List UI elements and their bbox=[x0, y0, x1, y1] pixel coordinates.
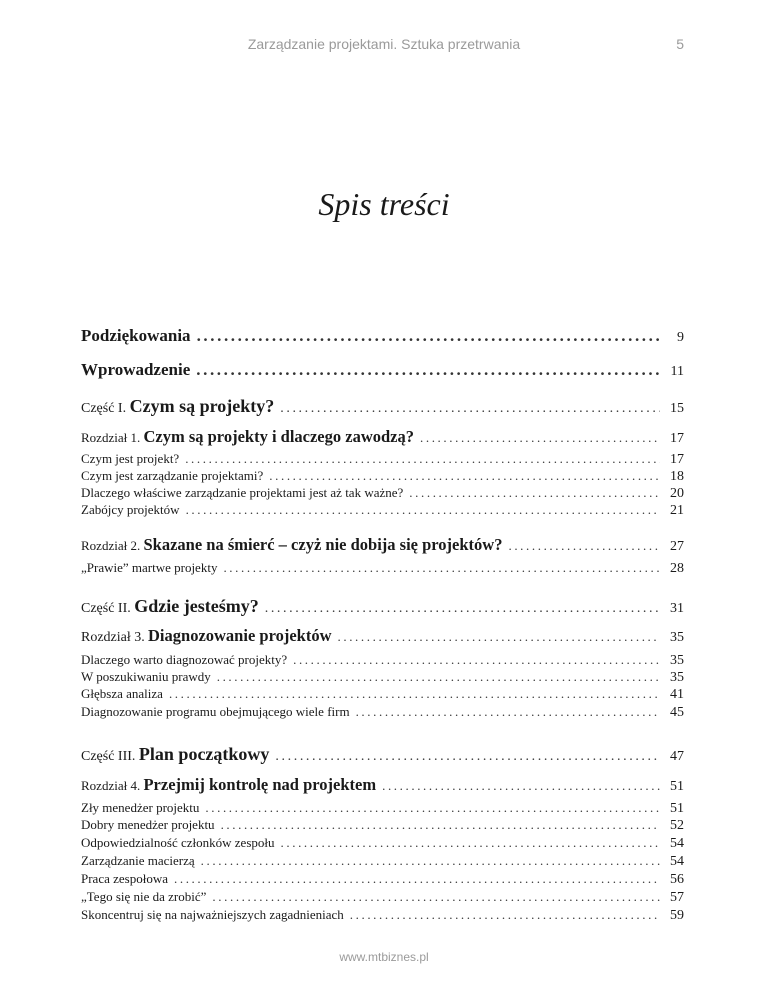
dot-leader bbox=[338, 629, 661, 645]
dot-leader bbox=[265, 601, 660, 617]
toc-section[interactable] bbox=[81, 835, 684, 852]
toc-entry-acknowledgements[interactable] bbox=[81, 326, 684, 346]
toc-title: Spis treści bbox=[318, 186, 450, 222]
entry-label: Podziękowania bbox=[81, 326, 191, 345]
entry-page: 11 bbox=[670, 364, 684, 379]
entry-label: Głębsza analiza bbox=[81, 686, 163, 701]
part-title: Plan początkowy bbox=[138, 744, 270, 764]
dot-leader bbox=[197, 326, 660, 346]
dot-leader bbox=[186, 502, 660, 518]
chapter-prefix: Rozdział 1. bbox=[81, 430, 141, 445]
entry-page: 45 bbox=[670, 705, 684, 720]
entry-label: Wprowadzenie bbox=[81, 360, 191, 379]
entry-page: 17 bbox=[670, 452, 684, 467]
entry-label: „Prawie” martwe projekty bbox=[81, 560, 218, 575]
entry-label bbox=[81, 775, 376, 795]
entry-label: W poszukiwaniu prawdy bbox=[81, 669, 211, 684]
entry-page: 59 bbox=[670, 908, 684, 923]
entry-label: Zły menedżer projektu bbox=[81, 800, 200, 815]
toc-entry-introduction[interactable] bbox=[81, 360, 684, 380]
entry-page: 31 bbox=[670, 601, 684, 616]
dot-leader bbox=[280, 401, 660, 417]
dot-leader bbox=[174, 871, 660, 887]
entry-page: 35 bbox=[670, 653, 684, 668]
dot-leader bbox=[356, 704, 660, 720]
toc-section[interactable] bbox=[81, 451, 684, 468]
entry-label: Odpowiedzialność członków zespołu bbox=[81, 835, 275, 850]
entry-page: 35 bbox=[670, 670, 684, 685]
toc-section[interactable] bbox=[81, 800, 684, 817]
entry-page: 9 bbox=[677, 330, 684, 345]
part-title: Gdzie jesteśmy? bbox=[134, 596, 259, 616]
toc-chapter-3[interactable] bbox=[81, 626, 684, 646]
dot-leader bbox=[420, 430, 660, 446]
chapter-prefix: Rozdział 2. bbox=[81, 538, 141, 553]
entry-label: Czym jest zarządzanie projektami? bbox=[81, 468, 264, 483]
entry-page: 35 bbox=[670, 630, 684, 645]
entry-page: 20 bbox=[670, 486, 684, 501]
chapter-title: Przejmij kontrolę nad projektem bbox=[143, 775, 377, 794]
entry-label: Praca zespołowa bbox=[81, 871, 168, 886]
toc-section[interactable] bbox=[81, 669, 684, 686]
dot-leader bbox=[382, 778, 660, 794]
entry-label bbox=[81, 744, 269, 765]
footer-url: www.mtbiznes.pl bbox=[339, 950, 429, 964]
entry-page: 28 bbox=[670, 561, 684, 576]
dot-leader bbox=[409, 485, 660, 501]
entry-label bbox=[81, 626, 332, 646]
part-title: Czym są projekty? bbox=[129, 396, 275, 416]
toc-section[interactable] bbox=[81, 704, 684, 721]
entry-page: 17 bbox=[670, 431, 684, 446]
dot-leader bbox=[281, 835, 660, 851]
entry-page: 52 bbox=[670, 818, 684, 833]
toc-part-3[interactable] bbox=[81, 744, 684, 765]
dot-leader bbox=[201, 853, 660, 869]
entry-label bbox=[81, 427, 414, 447]
toc-section[interactable] bbox=[81, 817, 684, 834]
chapter-title: Diagnozowanie projektów bbox=[148, 626, 332, 645]
part-prefix: Część II. bbox=[81, 601, 131, 616]
toc-section[interactable] bbox=[81, 853, 684, 870]
dot-leader bbox=[269, 468, 660, 484]
toc-part-1[interactable] bbox=[81, 396, 684, 417]
dot-leader bbox=[350, 907, 660, 923]
entry-label: „Tego się nie da zrobić” bbox=[81, 889, 207, 904]
entry-page: 21 bbox=[670, 503, 684, 518]
entry-label: Dlaczego warto diagnozować projekty? bbox=[81, 652, 288, 667]
dot-leader bbox=[223, 560, 660, 576]
entry-page: 51 bbox=[670, 801, 684, 816]
entry-page: 54 bbox=[670, 836, 684, 851]
entry-label: Dobry menedżer projektu bbox=[81, 817, 215, 832]
entry-page: 18 bbox=[670, 469, 684, 484]
entry-page: 57 bbox=[670, 890, 684, 905]
part-prefix: Część III. bbox=[81, 749, 136, 764]
chapter-prefix: Rozdział 3. bbox=[81, 630, 145, 645]
entry-label: Zabójcy projektów bbox=[81, 502, 180, 517]
running-header bbox=[0, 36, 768, 56]
chapter-title: Skazane na śmierć – czyż nie dobija się projektów? bbox=[143, 535, 503, 554]
toc-chapter-4[interactable] bbox=[81, 775, 684, 795]
entry-page: 51 bbox=[670, 779, 684, 794]
toc-chapter-1[interactable] bbox=[81, 427, 684, 447]
chapter-prefix: Rozdział 4. bbox=[81, 778, 141, 793]
toc-section[interactable] bbox=[81, 871, 684, 888]
entry-page: 47 bbox=[670, 749, 684, 764]
toc-section[interactable] bbox=[81, 485, 684, 502]
dot-leader bbox=[205, 800, 660, 816]
entry-page: 56 bbox=[670, 872, 684, 887]
toc-section[interactable] bbox=[81, 468, 684, 485]
entry-label: Skoncentruj się na najważniejszych zagadnieniach bbox=[81, 907, 344, 922]
part-prefix: Część I. bbox=[81, 401, 127, 416]
entry-label bbox=[81, 535, 502, 555]
dot-leader bbox=[217, 669, 660, 685]
toc-section[interactable] bbox=[81, 560, 684, 577]
entry-label: Diagnozowanie programu obejmującego wiele firm bbox=[81, 704, 350, 719]
entry-label bbox=[81, 396, 274, 417]
page-number: 5 bbox=[676, 36, 684, 52]
entry-page: 41 bbox=[670, 687, 684, 702]
entry-label bbox=[81, 596, 259, 617]
dot-leader bbox=[196, 360, 660, 380]
toc-section[interactable] bbox=[81, 889, 684, 906]
dot-leader bbox=[212, 889, 660, 905]
toc-section[interactable] bbox=[81, 686, 684, 703]
dot-leader bbox=[293, 652, 660, 668]
toc-section[interactable] bbox=[81, 652, 684, 669]
toc-section[interactable] bbox=[81, 502, 684, 519]
running-title: Zarządzanie projektami. Sztuka przetrwania bbox=[247, 36, 521, 52]
dot-leader bbox=[221, 817, 660, 833]
entry-label: Czym jest projekt? bbox=[81, 451, 180, 466]
entry-page: 27 bbox=[670, 539, 684, 554]
toc-part-2[interactable] bbox=[81, 596, 684, 617]
dot-leader bbox=[185, 451, 660, 467]
entry-label: Dlaczego właściwe zarządzanie projektami jest aż tak ważne? bbox=[81, 485, 404, 500]
dot-leader bbox=[169, 686, 660, 702]
toc-section[interactable] bbox=[81, 907, 684, 924]
entry-page: 54 bbox=[670, 854, 684, 869]
dot-leader bbox=[275, 749, 660, 765]
dot-leader bbox=[508, 538, 660, 554]
toc-chapter-2[interactable] bbox=[81, 535, 684, 555]
entry-label: Zarządzanie macierzą bbox=[81, 853, 195, 868]
chapter-title: Czym są projekty i dlaczego zawodzą? bbox=[143, 427, 414, 446]
entry-page: 15 bbox=[670, 401, 684, 416]
